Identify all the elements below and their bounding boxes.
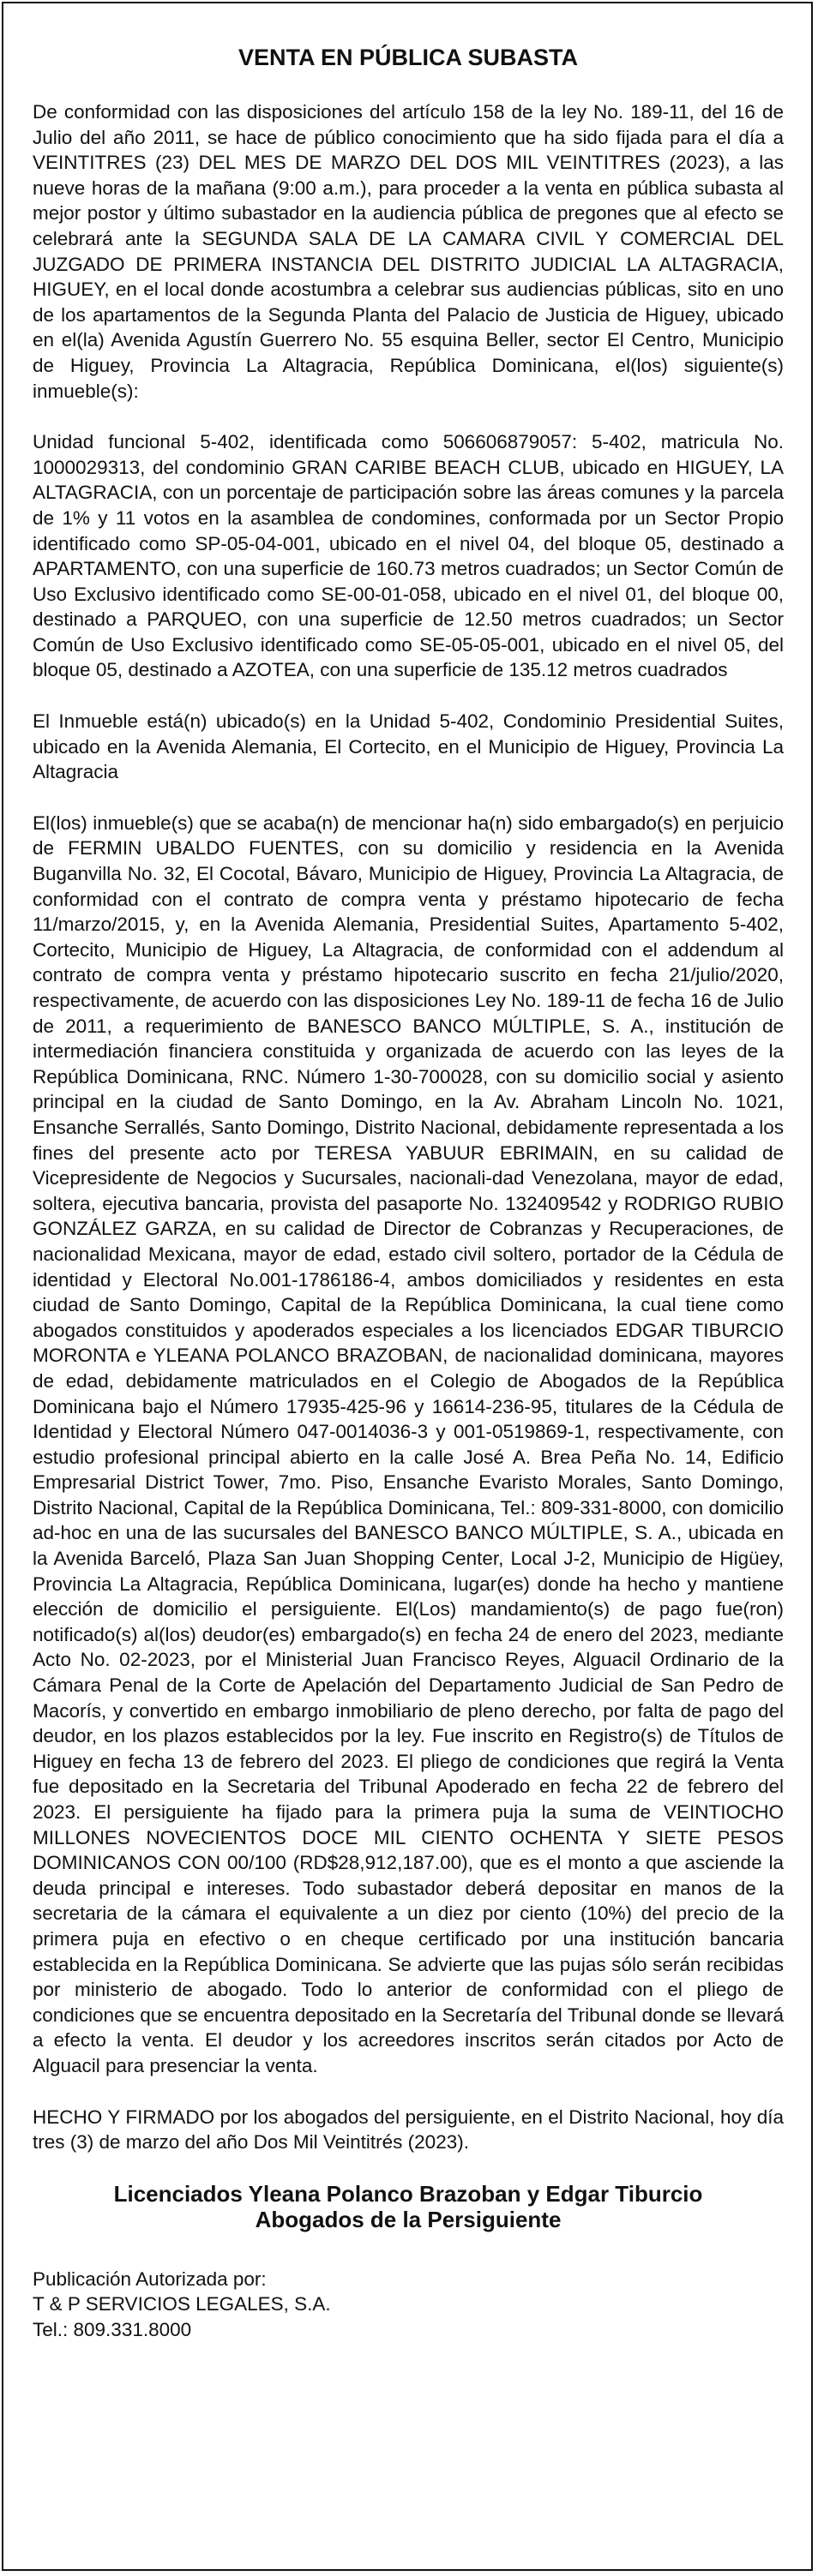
publisher-label: Publicación Autorizada por: <box>33 2267 267 2290</box>
lawyers-names: Licenciados Yleana Polanco Brazoban y Edgar Tiburcio <box>113 2180 703 2207</box>
property-location-paragraph: El Inmueble está(n) ubicado(s) en la Unidad 5-402, Condominio Presidential Suites, ubicado en la Avenida Alemania, El Cortecito, en el Municipio de Higuey, Provincia La Altagracia <box>33 710 784 783</box>
signed-statement-paragraph: HECHO Y FIRMADO por los abogados del persiguiente, en el Distrito Nacional, hoy día tres (3) de marzo del año Dos Mil Veintitrés (2023). <box>33 2106 784 2154</box>
lawyers-signature-block <box>33 2181 784 2232</box>
property-description-paragraph: Unidad funcional 5-402, identificada como 506606879057: 5-402, matricula No. 1000029313, del condominio GRAN CARIBE BEACH CLUB, ubicado en HIGUEY, LA ALTAGRACIA, con un porcentaje de participación sobre las áreas comunes y la parcela de 1% y 11 votos en la asamblea de condomines, conformada por un Sector Propio identificado como SP-05-04-001, ubicado en el nivel 04, del bloque 05, destinado a APARTAMENTO, con una superficie de 160.73 metros cuadrados; un Sector Común de Uso Exclusivo identificado como SE-00-01-058, ubicado en el nivel 01, del bloque 00, destinado a PARQUEO, con una superficie de 12.50 metros cuadrados; un Sector Común de Uso Exclusivo identificado como SE-05-05-001, ubicado en el nivel 05, del bloque 05, destinado a AZOTEA, con una superficie de 135.12 metros cuadrados <box>33 431 784 681</box>
auction-notice <box>33 43 784 2343</box>
notice-title: VENTA EN PÚBLICA SUBASTA <box>238 45 578 70</box>
publisher-company: T & P SERVICIOS LEGALES, S.A. <box>33 2293 331 2315</box>
notice-intro-paragraph: De conformidad con las disposiciones del artículo 158 de la ley No. 189-11, del 16 de Julio del año 2011, se hace de público conocimiento que ha sido fijada para el día a VEINTITRES (23) DEL MES DE MARZO DEL DOS MIL VEINTITRES (2023), a las nueve horas de la mañana (9:00 a.m.), para proceder a la venta en pública subasta al mejor postor y último subastador en la audiencia pública de pregones que al efecto se celebrará ante la SEGUNDA SALA DE LA CAMARA CIVIL Y COMERCIAL DEL JUZGADO DE PRIMERA INSTANCIA DEL DISTRITO JUDICIAL LA ALTAGRACIA, HIGUEY, en el local donde acostumbra a celebrar sus audiencias públicas, sito en uno de los apartamentos de la Segunda Planta del Palacio de Justicia de Higuey, ubicado en el(la) Avenida Agustín Guerrero No. 55 esquina Beller, sector El Centro, Municipio de Higuey, Provincia La Altagracia, República Dominicana, el(los) siguiente(s) inmueble(s): <box>33 101 784 402</box>
publisher-block <box>33 2267 784 2343</box>
seizure-details-paragraph: El(los) inmueble(s) que se acaba(n) de mencionar ha(n) sido embargado(s) en perjuicio de FERMIN UBALDO FUENTES, con su domicilio y residencia en la Avenida Buganvilla No. 32, El Cocotal, Bávaro, Municipio de Higuey, Provincia La Altagracia, de conformidad con el contrato de compra venta y préstamo hipotecario de fecha 11/marzo/2015, y, en la Avenida Alemania, Presidential Suites, Apartamento 5-402, Cortecito, Municipio de Higuey, La Altagracia, de conformidad con el addendum al contrato de compra venta y préstamo hipotecario suscrito en fecha 21/julio/2020, respectivamente, de acuerdo con las disposiciones Ley No. 189-11 de fecha 16 de Julio de 2011, a requerimiento de BANESCO BANCO MÚLTIPLE, S. A., institución de intermediación financiera constituida y organizada de acuerdo con las leyes de la República Dominicana, RNC. Número 1-30-700028, con su domicilio social y asiento principal en la ciudad de Santo Domingo, en la Av. Abraham Lincoln No. 1021, Ensanche Serrallés, Santo Domingo, Distrito Nacional, debidamente representada a los fines del presente acto por TERESA YABUUR EBRIMAIN, en su calidad de Vicepresidente de Negocios y Sucursales, nacionali-dad Venezolana, mayor de edad, soltera, ejecutiva bancaria, provista del pasaporte No. 132409542 y RODRIGO RUBIO GONZÁLEZ GARZA, en su calidad de Director de Cobranzas y Recuperaciones, de nacionalidad Mexicana, mayor de edad, estado civil soltero, portador de la Cédula de identidad y Electoral No.001-1786186-4, ambos domiciliados y residentes en esta ciudad de Santo Domingo, Capital de la República Dominicana, la cual tiene como abogados constituidos y apoderados especiales a los licenciados EDGAR TIBURCIO MORONTA e YLEANA POLANCO BRAZOBAN, de nacionalidad dominicana, mayores de edad, debidamente matriculados en el Colegio de Abogados de la República Dominicana bajo el Número 17935-425-96 y 16614-236-95, titulares de la Cédula de Identidad y Electoral Número 047-0014036-3 y 001-0519869-1, respectivamente, con estudio profesional principal abierto en la calle José A. Brea Peña No. 14, Edificio Empresarial District Tower, 7mo. Piso, Ensanche Evaristo Morales, Santo Domingo, Distrito Nacional, Capital de la República Dominicana, Tel.: 809-331-8000, con domicilio ad-hoc en una de las sucursales del BANESCO BANCO MÚLTIPLE, S. A., ubicada en la Avenida Barceló, Plaza San Juan Shopping Center, Local J-2, Municipio de Higüey, Provincia La Altagracia, República Dominicana, lugar(es) donde ha hecho y mantiene elección de domicilio el persiguiente. El(Los) mandamiento(s) de pago fue(ron) notificado(s) al(los) deudor(es) embargado(s) en fecha 24 de enero del 2023, mediante Acto No. 02-2023, por el Ministerial Juan Francisco Reyes, Alguacil Ordinario de la Cámara Penal de la Corte de Apelación del Departamento Judicial de San Pedro de Macorís, y convertido en embargo inmobiliario de pleno derecho, por falta de pago del deudor, en los plazos establecidos por la ley. Fue inscrito en Registro(s) de Títulos de Higuey en fecha 13 de febrero del 2023. El pliego de condiciones que regirá la Venta fue depositado en la Secretaria del Tribunal Apoderado en fecha 22 de febrero del 2023. El persiguiente ha fijado para la primera puja la suma de VEINTIOCHO MILLONES NOVECIENTOS DOCE MIL CIENTO OCHENTA Y SIETE PESOS DOMINICANOS CON 00/100 (RD$28,912,187.00), que es el monto a que asciende la deuda principal e intereses. Todo subastador deberá depositar en manos de la secretaria de la cámara el equivalente a un diez por ciento (10%) del precio de la primera puja en efectivo o en cheque certificado por una institución bancaria establecida en la República Dominicana. Se advierte que las pujas sólo serán recibidas por ministerio de abogado. Todo lo anterior de conformidad con el pliego de condiciones que se encuentra depositado en la Secretaría del Tribunal donde se llevará a efecto la venta. El deudor y los acreedores inscritos serán citados por Acto de Alguacil para presenciar la venta. <box>33 812 784 2076</box>
publisher-phone: Tel.: 809.331.8000 <box>33 2318 192 2340</box>
lawyers-role: Abogados de la Persiguiente <box>255 2206 562 2232</box>
